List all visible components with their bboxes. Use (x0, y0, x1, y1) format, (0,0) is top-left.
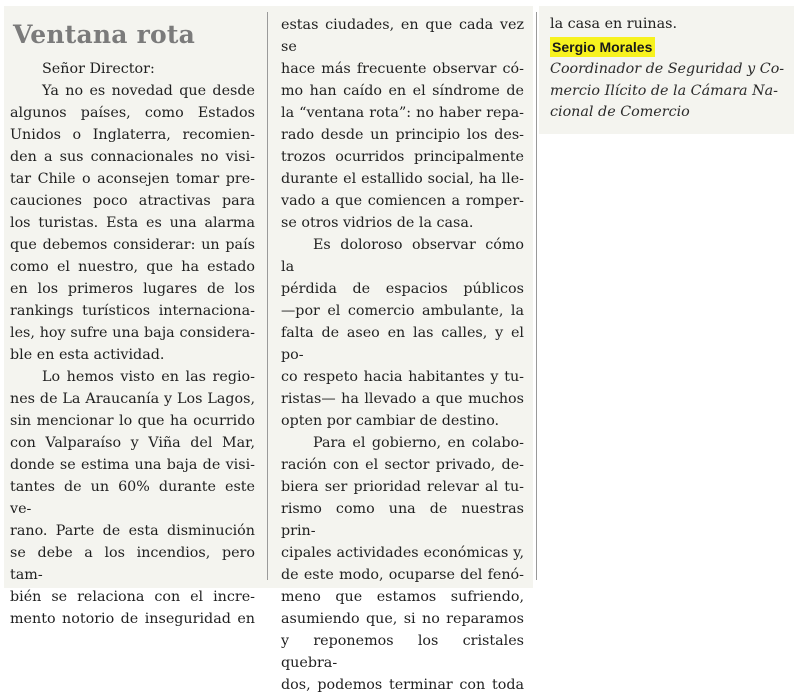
text-line: asumiendo que, si no reparamos (281, 611, 524, 627)
column-divider (536, 12, 537, 580)
text-line: como el nuestro, que ha estado (10, 259, 255, 275)
text-line: algunos países, como Estados (10, 105, 255, 121)
text-line: ración con el sector privado, de- (281, 457, 524, 473)
text-line: mento notorio de inseguridad en (10, 611, 255, 627)
text-line: estas ciudades, en que cada vez se (281, 17, 524, 55)
text-line: bién se relaciona con el incre- (10, 589, 255, 605)
text-line: meno que estamos sufriendo, (281, 589, 524, 605)
text-line: les, hoy sufre una baja considera- (10, 325, 255, 341)
text-line: Unidos o Inglaterra, recomien- (10, 127, 255, 143)
text-line: cauciones poco atractivas para (10, 193, 255, 209)
text-line: dos, podemos terminar con toda (281, 677, 524, 693)
text-line: rado desde un principio los des- (281, 127, 524, 143)
text-line: nes de La Araucanía y Los Lagos, (10, 391, 255, 407)
text-line: con Valparaíso y Viña del Mar, (10, 435, 255, 451)
column-divider (267, 12, 268, 580)
text-line: sin mencionar lo que ha ocurrido (10, 413, 255, 429)
text-line: cipales actividades económicas y, (281, 545, 524, 561)
salutation: Señor Director: (42, 61, 155, 77)
author-name: Sergio Morales (550, 37, 655, 57)
text-line: y reponemos los cristales quebra- (281, 633, 524, 671)
column-3 (550, 13, 788, 124)
text-line: tantes de un 60% durante este ve- (10, 479, 255, 517)
text-line: los turistas. Esta es una alarma (10, 215, 255, 231)
text-line: den a sus connacionales no visi- (10, 149, 255, 165)
text-line: tar Chile o aconsejen tomar pre- (10, 171, 255, 187)
text-line: ristas— ha llevado a que muchos (281, 391, 524, 407)
text-line: mo han caído en el síndrome de (281, 83, 524, 99)
text-line: que debemos considerar: un país (10, 237, 255, 253)
letter-title: Ventana rota (13, 20, 196, 49)
text-line: trozos ocurridos principalmente (281, 149, 524, 165)
text-line: la “ventana rota”: no haber repa- (281, 105, 524, 121)
author-role (550, 59, 788, 124)
text-line: la casa en ruinas. (550, 16, 678, 32)
column-1 (10, 58, 255, 630)
text-line: Para el gobierno, en colabo- (313, 435, 524, 451)
text-line: pérdida de espacios públicos (281, 281, 524, 297)
text-line: biera ser prioridad relevar al tu- (281, 479, 524, 495)
text-line: en los primeros lugares de los (10, 281, 255, 297)
text-line: se debe a los incendios, pero tam- (10, 545, 255, 583)
text-line: durante el estallido social, ha lle- (281, 171, 524, 187)
text-line: Es doloroso observar cómo la (281, 237, 524, 275)
text-line: ble en esta actividad. (10, 347, 165, 363)
text-line: de este modo, ocuparse del fenó- (281, 567, 524, 583)
role-line: mercio Ilícito de la Cámara Na- (550, 82, 778, 99)
text-line: se otros vidrios de la casa. (281, 215, 474, 231)
text-line: rano. Parte de esta disminución (10, 523, 255, 539)
text-line: Lo hemos visto en las regio- (42, 369, 255, 385)
text-line: opten por cambiar de destino. (281, 413, 500, 429)
text-line: —por el comercio ambulante, la (281, 303, 524, 319)
text-line: rismo como una de nuestras prin- (281, 501, 524, 539)
text-line: rankings turísticos internaciona- (10, 303, 255, 319)
text-line: co respeto hacia habitantes y tu- (281, 369, 524, 385)
text-line: Ya no es novedad que desde (42, 83, 255, 99)
role-line: cional de Comercio (550, 104, 690, 120)
text-line: vado a que comiencen a romper- (281, 193, 524, 209)
text-line: hace más frecuente observar có- (281, 61, 524, 77)
text-line: falta de aseo en las calles, y el po- (281, 325, 524, 363)
text-line: donde se estima una baja de visi- (10, 457, 255, 473)
role-line: Coordinador de Seguridad y Co- (550, 61, 785, 77)
